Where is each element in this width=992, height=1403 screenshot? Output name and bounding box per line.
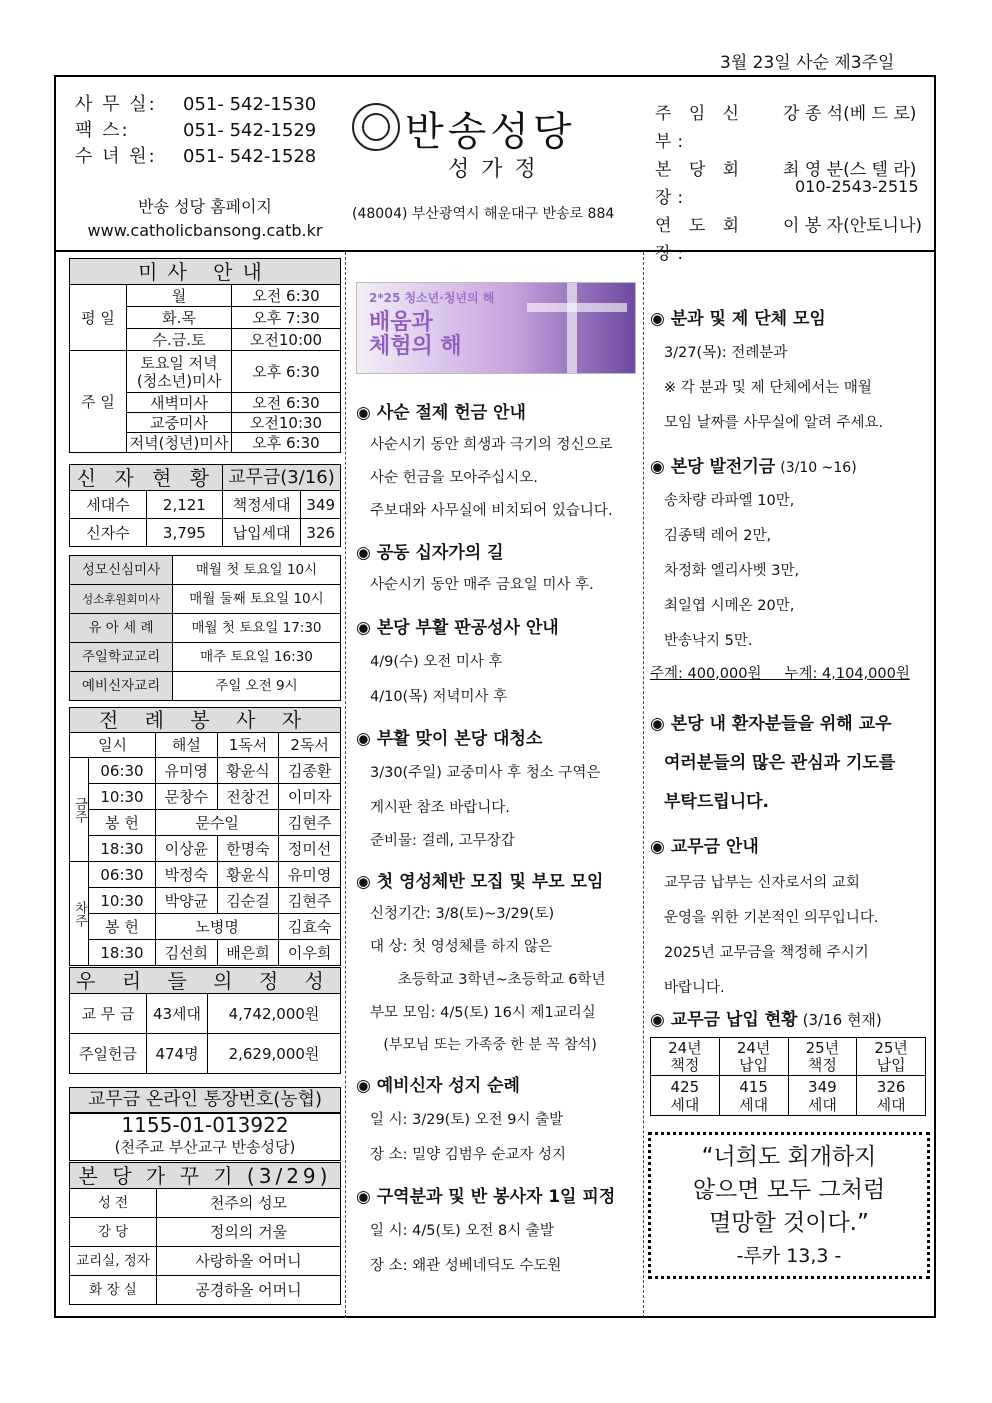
members-cell: 책정세대 bbox=[222, 491, 301, 519]
members-cell: 3,795 bbox=[146, 519, 222, 547]
mass-time: 오전 6:30 bbox=[232, 285, 341, 307]
notice-line: 주보대와 사무실에 비치되어 있습니다. bbox=[370, 503, 613, 519]
account-title: 교무금 온라인 통장번호(농협) bbox=[69, 1087, 341, 1113]
this-week-label: 금주 bbox=[70, 758, 89, 862]
cross-bar-icon bbox=[527, 303, 627, 312]
notice-line: 3/30(주일) 교중미사 후 청소 구역은 bbox=[370, 765, 601, 781]
mass-day: 저녁(청년)미사 bbox=[127, 433, 232, 453]
contact-label: 수 녀 원: bbox=[75, 146, 157, 167]
servers-col: 2독서 bbox=[279, 733, 341, 758]
weekday-label: 평 일 bbox=[70, 285, 127, 351]
status-value: 415 세대 bbox=[719, 1076, 788, 1116]
decor-title: 본 당 가 꾸 기 (3/29) bbox=[70, 1163, 341, 1189]
status-note: (3/16 현재) bbox=[802, 1011, 882, 1029]
mass-time: 오전10:00 bbox=[232, 329, 341, 351]
notice-line: 여러분들의 많은 관심과 기도를 bbox=[664, 753, 896, 773]
notice-line: 3/27(목): 전례분과 bbox=[664, 345, 788, 361]
mass-day: 화.목 bbox=[127, 307, 232, 329]
decor-label: 성 전 bbox=[70, 1189, 157, 1218]
server-cell: 김효숙 bbox=[279, 914, 341, 940]
quote-line: 않으면 모두 그처럼 bbox=[692, 1177, 886, 1203]
notice-line: 부탁드립니다. bbox=[664, 792, 769, 812]
server-cell: 노병명 bbox=[156, 914, 279, 940]
notice-groups bbox=[650, 304, 883, 432]
notice-line: 일 시: 3/29(토) 오전 9시 출발 bbox=[370, 1112, 564, 1128]
servers-table bbox=[69, 707, 341, 966]
status-head: 25년 책정 bbox=[788, 1038, 857, 1076]
staff-role: 주 임 신 부: bbox=[655, 104, 746, 152]
server-cell: 김현주 bbox=[279, 888, 341, 914]
mass-day: 토요일 저녁 (청소년)미사 bbox=[127, 351, 232, 393]
notice-line: 게시판 참조 바랍니다. bbox=[370, 800, 510, 816]
notice-line: 4/9(수) 오전 미사 후 bbox=[370, 654, 503, 670]
server-cell: 배은희 bbox=[217, 940, 279, 966]
schedule-value: 매월 둘째 토요일 10시 bbox=[173, 585, 341, 614]
mass-day: 월 bbox=[127, 285, 232, 307]
schedule-label: 성소후원회미사 bbox=[70, 585, 173, 614]
server-cell: 유미영 bbox=[279, 862, 341, 888]
homepage bbox=[60, 195, 350, 243]
schedule-label: 주일학교교리 bbox=[70, 643, 173, 672]
mass-day: 새벽미사 bbox=[127, 393, 232, 413]
contact-value: 051- 542-1528 bbox=[183, 146, 317, 167]
church-logo-icon bbox=[352, 103, 400, 151]
mass-time: 오후 7:30 bbox=[232, 307, 341, 329]
servers-title: 전 례 봉 사 자 bbox=[70, 708, 341, 733]
status-value: 326 세대 bbox=[857, 1076, 926, 1116]
server-cell: 황윤식 bbox=[217, 862, 279, 888]
server-cell: 봉 헌 bbox=[89, 810, 156, 836]
decor-value: 천주의 성모 bbox=[157, 1189, 341, 1218]
banner-line3: 체험의 해 bbox=[369, 334, 462, 359]
server-cell: 10:30 bbox=[89, 784, 156, 810]
server-cell: 정미선 bbox=[279, 836, 341, 862]
server-cell: 10:30 bbox=[89, 888, 156, 914]
server-cell: 이상윤 bbox=[156, 836, 218, 862]
schedule-table bbox=[69, 555, 341, 701]
notice-line: 대 상: 첫 영성체를 하지 않은 bbox=[370, 939, 553, 955]
notice-title: ◉ 교무금 안내 bbox=[650, 837, 759, 857]
members-title: 신 자 현 황 bbox=[70, 465, 223, 491]
mass-time: 오후 6:30 bbox=[232, 433, 341, 453]
server-cell: 한명숙 bbox=[217, 836, 279, 862]
church-address: (48004) 부산광역시 해운대구 반송로 884 bbox=[352, 206, 615, 222]
server-cell: 김순걸 bbox=[217, 888, 279, 914]
notice-title: ◉ 예비신자 성지 순례 bbox=[356, 1076, 520, 1096]
notice-title: ◉ 본당 내 환자분들을 위해 교우 bbox=[650, 714, 892, 734]
decor-label: 강 당 bbox=[70, 1218, 157, 1247]
schedule-label: 성모신심미사 bbox=[70, 556, 173, 585]
notice-line: (부모님 또는 가족중 한 분 꼭 참석) bbox=[370, 1037, 597, 1053]
server-cell: 봉 헌 bbox=[89, 914, 156, 940]
youth-year-banner bbox=[356, 282, 636, 374]
server-cell: 유미영 bbox=[156, 758, 218, 784]
column-divider-right bbox=[643, 252, 644, 1318]
contact-value: 051- 542-1529 bbox=[183, 120, 317, 141]
offering-cell: 474명 bbox=[147, 1034, 208, 1074]
notice-title: ◉ 교무금 납입 현황 bbox=[650, 1010, 798, 1030]
server-cell: 박양균 bbox=[156, 888, 218, 914]
servers-col: 해설 bbox=[156, 733, 218, 758]
notice-title: ◉ 첫 영성체반 모집 및 부모 모임 bbox=[356, 872, 604, 892]
notice-line: 초등학교 3학년~초등학교 6학년 bbox=[370, 972, 606, 988]
notice-line: 운영을 위한 기본적인 의무입니다. bbox=[664, 910, 879, 926]
staff-name: 강 종 석(베 드 로) bbox=[783, 104, 917, 124]
schedule-label: 예비신자교리 bbox=[70, 672, 173, 701]
server-cell: 06:30 bbox=[89, 758, 156, 784]
members-cell: 납입세대 bbox=[222, 519, 301, 547]
notice-line: 4/10(목) 저녁미사 후 bbox=[370, 689, 508, 705]
banner-line1: 2*25 청소년·청년의 해 bbox=[369, 291, 495, 305]
account-holder: (천주교 부산교구 반송성당) bbox=[114, 1138, 296, 1156]
server-cell: 이미자 bbox=[279, 784, 341, 810]
offering-cell: 43세대 bbox=[147, 994, 208, 1034]
members-table bbox=[69, 464, 341, 547]
notice-retreat bbox=[356, 1182, 615, 1275]
notice-line: 부모 모임: 4/5(토) 16시 제1교리실 bbox=[370, 1005, 596, 1021]
notice-line: 장 소: 왜관 성베네딕도 수도원 bbox=[370, 1258, 562, 1274]
notice-cleaning bbox=[356, 724, 600, 850]
church-name: 반송성당 bbox=[405, 109, 576, 155]
notice-pilgrimage bbox=[356, 1071, 566, 1164]
notice-line: 김종택 레어 2만, bbox=[664, 528, 772, 544]
notice-line: 장 소: 밀양 김범우 순교자 성지 bbox=[370, 1147, 567, 1163]
fund-total: 주계: 400,000원 누계: 4,104,000원 bbox=[650, 666, 910, 682]
notice-line: 2025년 교무금을 책정해 주시기 bbox=[664, 945, 869, 961]
server-cell: 이우희 bbox=[279, 940, 341, 966]
decor-value: 정의의 거울 bbox=[157, 1218, 341, 1247]
contact-label: 팩 스: bbox=[75, 120, 130, 141]
fund-period: (3/10 ~16) bbox=[780, 460, 857, 476]
notice-line: 사순 헌금을 모아주십시오. bbox=[370, 470, 538, 486]
dues-status-heading bbox=[650, 1005, 882, 1030]
contact-block bbox=[75, 92, 316, 170]
server-cell: 18:30 bbox=[89, 836, 156, 862]
schedule-value: 매주 토요일 16:30 bbox=[173, 643, 341, 672]
account-box bbox=[69, 1113, 341, 1161]
server-cell: 김현주 bbox=[279, 810, 341, 836]
status-head: 24년 책정 bbox=[651, 1038, 720, 1076]
quote-line: 멸망할 것이다.” bbox=[709, 1210, 869, 1236]
scripture-quote bbox=[648, 1132, 930, 1279]
contact-value: 051- 542-1530 bbox=[183, 94, 317, 115]
status-value: 425 세대 bbox=[651, 1076, 720, 1116]
banner-line2: 배움과 bbox=[369, 310, 433, 335]
notice-development-fund bbox=[650, 452, 910, 683]
mass-title: 미사 안내 bbox=[70, 259, 341, 285]
mass-day: 교중미사 bbox=[127, 413, 232, 433]
notice-line: 일 시: 4/5(토) 오전 8시 출발 bbox=[370, 1223, 554, 1239]
members-cell: 세대수 bbox=[70, 491, 147, 519]
notice-title: ◉ 공동 십자가의 길 bbox=[356, 543, 504, 563]
notice-line: 모임 날짜를 사무실에 알려 주세요. bbox=[664, 415, 884, 431]
schedule-value: 매월 첫 토요일 10시 bbox=[173, 556, 341, 585]
offerings-table bbox=[69, 967, 341, 1074]
status-head: 24년 납입 bbox=[719, 1038, 788, 1076]
schedule-label: 유 아 세 례 bbox=[70, 614, 173, 643]
notice-patients bbox=[650, 709, 895, 812]
decor-label: 화 장 실 bbox=[70, 1276, 157, 1305]
notice-line: 사순시기 동안 희생과 극기의 정신으로 bbox=[370, 437, 613, 453]
notice-line: 반송낙지 5만. bbox=[664, 633, 753, 649]
dues-status-table bbox=[650, 1037, 926, 1116]
mass-time: 오전10:30 bbox=[232, 413, 341, 433]
decor-table bbox=[69, 1162, 341, 1305]
mass-time: 오후 6:30 bbox=[232, 351, 341, 393]
mass-table bbox=[69, 258, 341, 453]
servers-col: 1독서 bbox=[217, 733, 279, 758]
server-cell: 김선희 bbox=[156, 940, 218, 966]
members-cell: 349 bbox=[301, 491, 341, 519]
offering-cell: 교 무 금 bbox=[70, 994, 147, 1034]
notice-title: ◉ 구역분과 및 반 봉사자 1일 피정 bbox=[356, 1187, 616, 1207]
decor-value: 사랑하올 어머니 bbox=[157, 1247, 341, 1276]
offerings-title: 우 리 들 의 정 성 bbox=[70, 968, 341, 994]
offering-cell: 2,629,000원 bbox=[208, 1034, 341, 1074]
offering-cell: 4,742,000원 bbox=[208, 994, 341, 1034]
staff-phone: 010-2543-2515 bbox=[795, 177, 919, 196]
notice-line: 송차량 라파엘 10만, bbox=[664, 493, 795, 509]
notice-line: 최일엽 시메온 20만, bbox=[664, 598, 795, 614]
server-cell: 박정숙 bbox=[156, 862, 218, 888]
homepage-url[interactable]: www.catholicbansong.catb.kr bbox=[87, 221, 323, 240]
servers-col: 일시 bbox=[70, 733, 156, 758]
offering-cell: 주일헌금 bbox=[70, 1034, 147, 1074]
quote-line: “너희도 회개하지 bbox=[701, 1144, 877, 1170]
notice-line: 준비물: 걸레, 고무장갑 bbox=[370, 833, 515, 849]
church-subtitle: 성가정 bbox=[448, 157, 548, 182]
schedule-value: 주일 오전 9시 bbox=[173, 672, 341, 701]
schedule-value: 매월 첫 토요일 17:30 bbox=[173, 614, 341, 643]
homepage-label: 반송 성당 홈페이지 bbox=[138, 197, 272, 216]
notice-dues bbox=[650, 832, 879, 997]
server-cell: 김종환 bbox=[279, 758, 341, 784]
notice-line: 차정화 엘리사벳 3만, bbox=[664, 563, 800, 579]
account-number: 1155-01-013922 bbox=[121, 1113, 289, 1137]
notice-title: ◉ 분과 및 제 단체 모임 bbox=[650, 309, 826, 329]
dues-title: 교무금(3/16) bbox=[222, 465, 340, 491]
notice-title: ◉ 사순 절제 헌금 안내 bbox=[356, 403, 526, 423]
decor-value: 공경하올 어머니 bbox=[157, 1276, 341, 1305]
notice-lent-offering bbox=[356, 398, 613, 520]
server-cell: 문수일 bbox=[156, 810, 279, 836]
notice-stations bbox=[356, 538, 594, 594]
notice-line: 사순시기 동안 매주 금요일 미사 후. bbox=[370, 577, 594, 593]
notice-first-communion bbox=[356, 867, 606, 1054]
sunday-label: 주 일 bbox=[70, 351, 127, 453]
notice-title: ◉ 부활 맞이 본당 대청소 bbox=[356, 729, 543, 749]
members-cell: 신자수 bbox=[70, 519, 147, 547]
notice-line: 교무금 납부는 신자로서의 교회 bbox=[664, 875, 860, 891]
staff-name: 이 봉 자(안토니나) bbox=[783, 216, 923, 236]
notice-line: 신청기간: 3/8(토)~3/29(토) bbox=[370, 906, 555, 922]
notice-line: ※ 각 분과 및 제 단체에서는 매월 bbox=[664, 380, 872, 396]
issue-date: 3월 23일 사순 제3주일 bbox=[720, 53, 895, 73]
server-cell: 06:30 bbox=[89, 862, 156, 888]
members-cell: 326 bbox=[301, 519, 341, 547]
notice-title: ◉ 본당 발전기금 bbox=[650, 457, 776, 477]
mass-day: 수.금.토 bbox=[127, 329, 232, 351]
staff-role: 연 도 회 장: bbox=[655, 216, 746, 264]
staff-role: 본 당 회 장: bbox=[655, 160, 746, 208]
next-week-label: 차주 bbox=[70, 862, 89, 966]
notice-confession bbox=[356, 613, 559, 706]
notice-line: 바랍니다. bbox=[664, 980, 725, 996]
server-cell: 전창건 bbox=[217, 784, 279, 810]
staff-name: 최 영 분(스 텔 라) bbox=[783, 160, 917, 180]
column-divider-left bbox=[345, 252, 346, 1318]
notice-title: ◉ 본당 부활 판공성사 안내 bbox=[356, 618, 559, 638]
quote-citation: -루카 13,3 - bbox=[736, 1245, 842, 1267]
decor-label: 교리실, 정자 bbox=[70, 1247, 157, 1276]
server-cell: 황윤식 bbox=[217, 758, 279, 784]
members-cell: 2,121 bbox=[146, 491, 222, 519]
contact-label: 사 무 실: bbox=[75, 94, 157, 115]
status-head: 25년 납입 bbox=[857, 1038, 926, 1076]
server-cell: 18:30 bbox=[89, 940, 156, 966]
server-cell: 문창수 bbox=[156, 784, 218, 810]
cross-icon bbox=[567, 283, 577, 374]
mass-time: 오전 6:30 bbox=[232, 393, 341, 413]
status-value: 349 세대 bbox=[788, 1076, 857, 1116]
